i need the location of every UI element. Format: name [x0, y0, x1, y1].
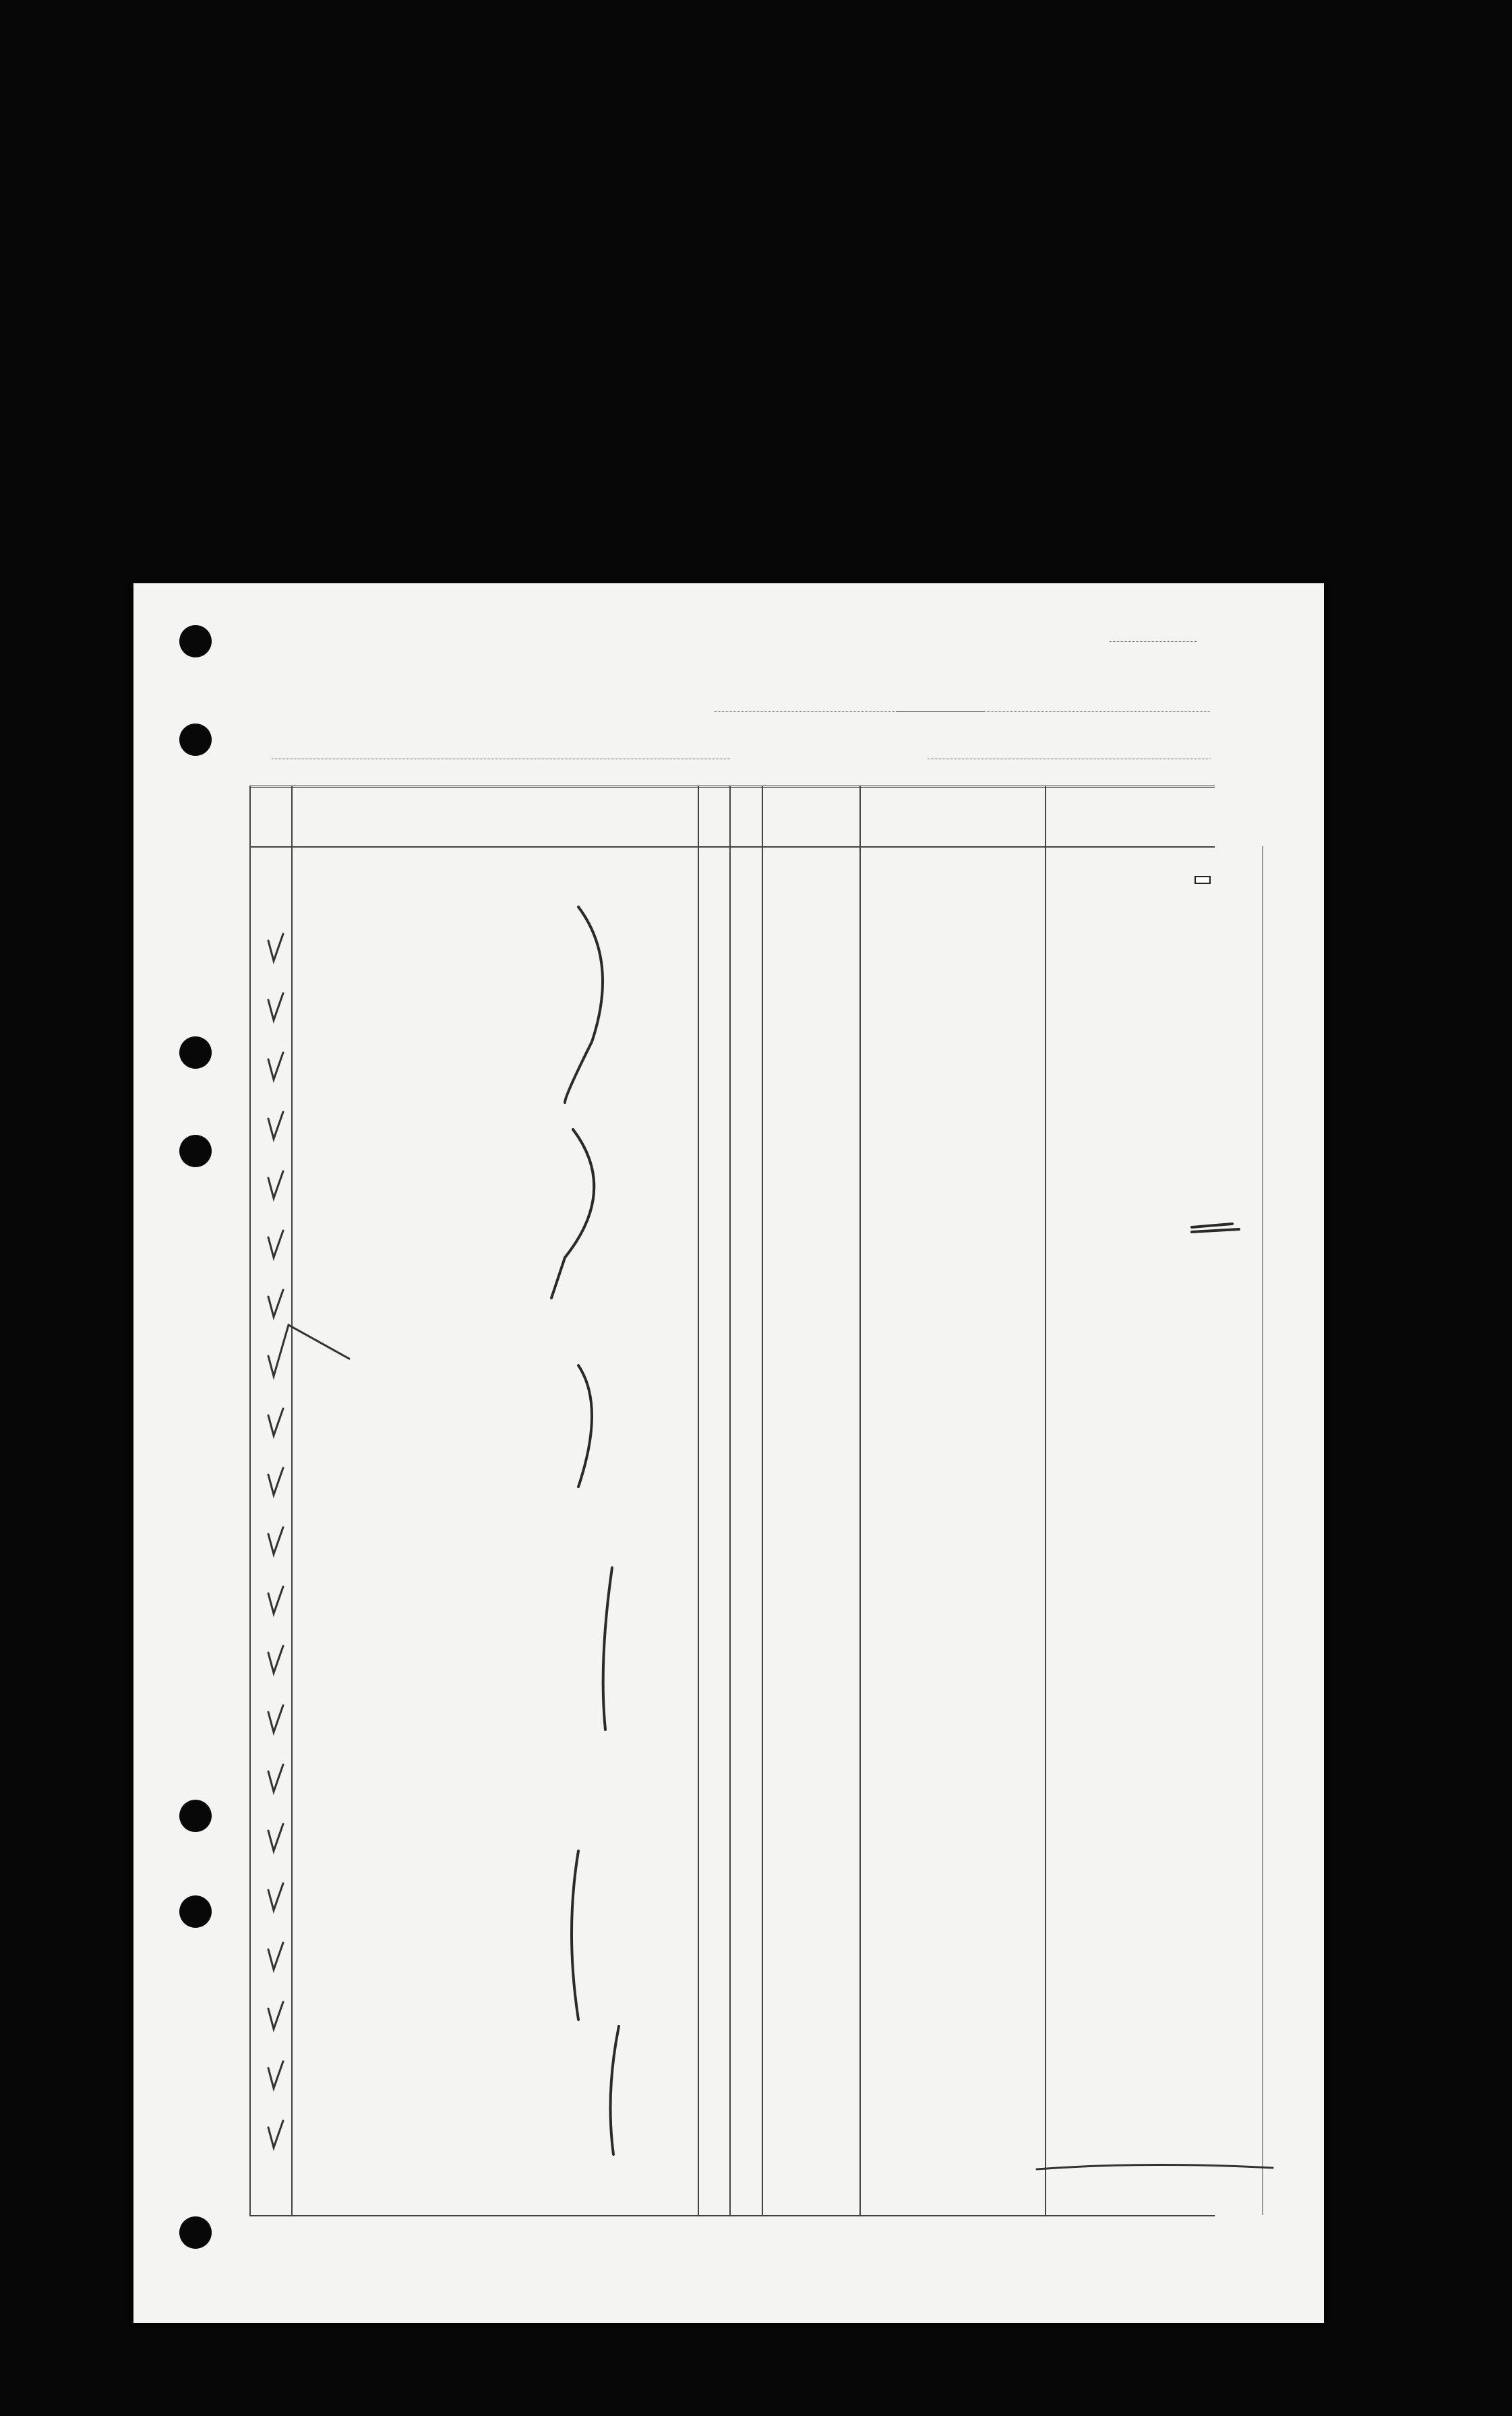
- us-citizen-stamp: [1195, 876, 1211, 884]
- binder-hole: [179, 1036, 212, 1069]
- handwritten-marks: [133, 583, 1324, 2323]
- table-header-bottom: [249, 846, 1215, 848]
- col-divider: [249, 786, 251, 2215]
- col-divider: [1045, 786, 1046, 2215]
- from-underline: [897, 711, 1210, 712]
- col-divider: [291, 786, 293, 2215]
- binder-hole: [179, 1800, 212, 1832]
- binder-hole: [179, 625, 212, 657]
- list-no-underline: [1110, 641, 1197, 642]
- col-divider: [762, 786, 763, 2215]
- binder-hole: [179, 1135, 212, 1167]
- col-divider: [729, 786, 731, 2215]
- row-separator: [249, 2215, 1215, 2216]
- binder-hole: [179, 2216, 212, 2249]
- binder-hole: [179, 1895, 212, 1928]
- col-divider: [1262, 846, 1263, 2215]
- col-divider: [859, 786, 861, 2215]
- manifest-sheet: [133, 583, 1324, 2323]
- binder-hole: [179, 724, 212, 756]
- col-divider: [698, 786, 699, 2215]
- table-top-border: [249, 786, 1215, 788]
